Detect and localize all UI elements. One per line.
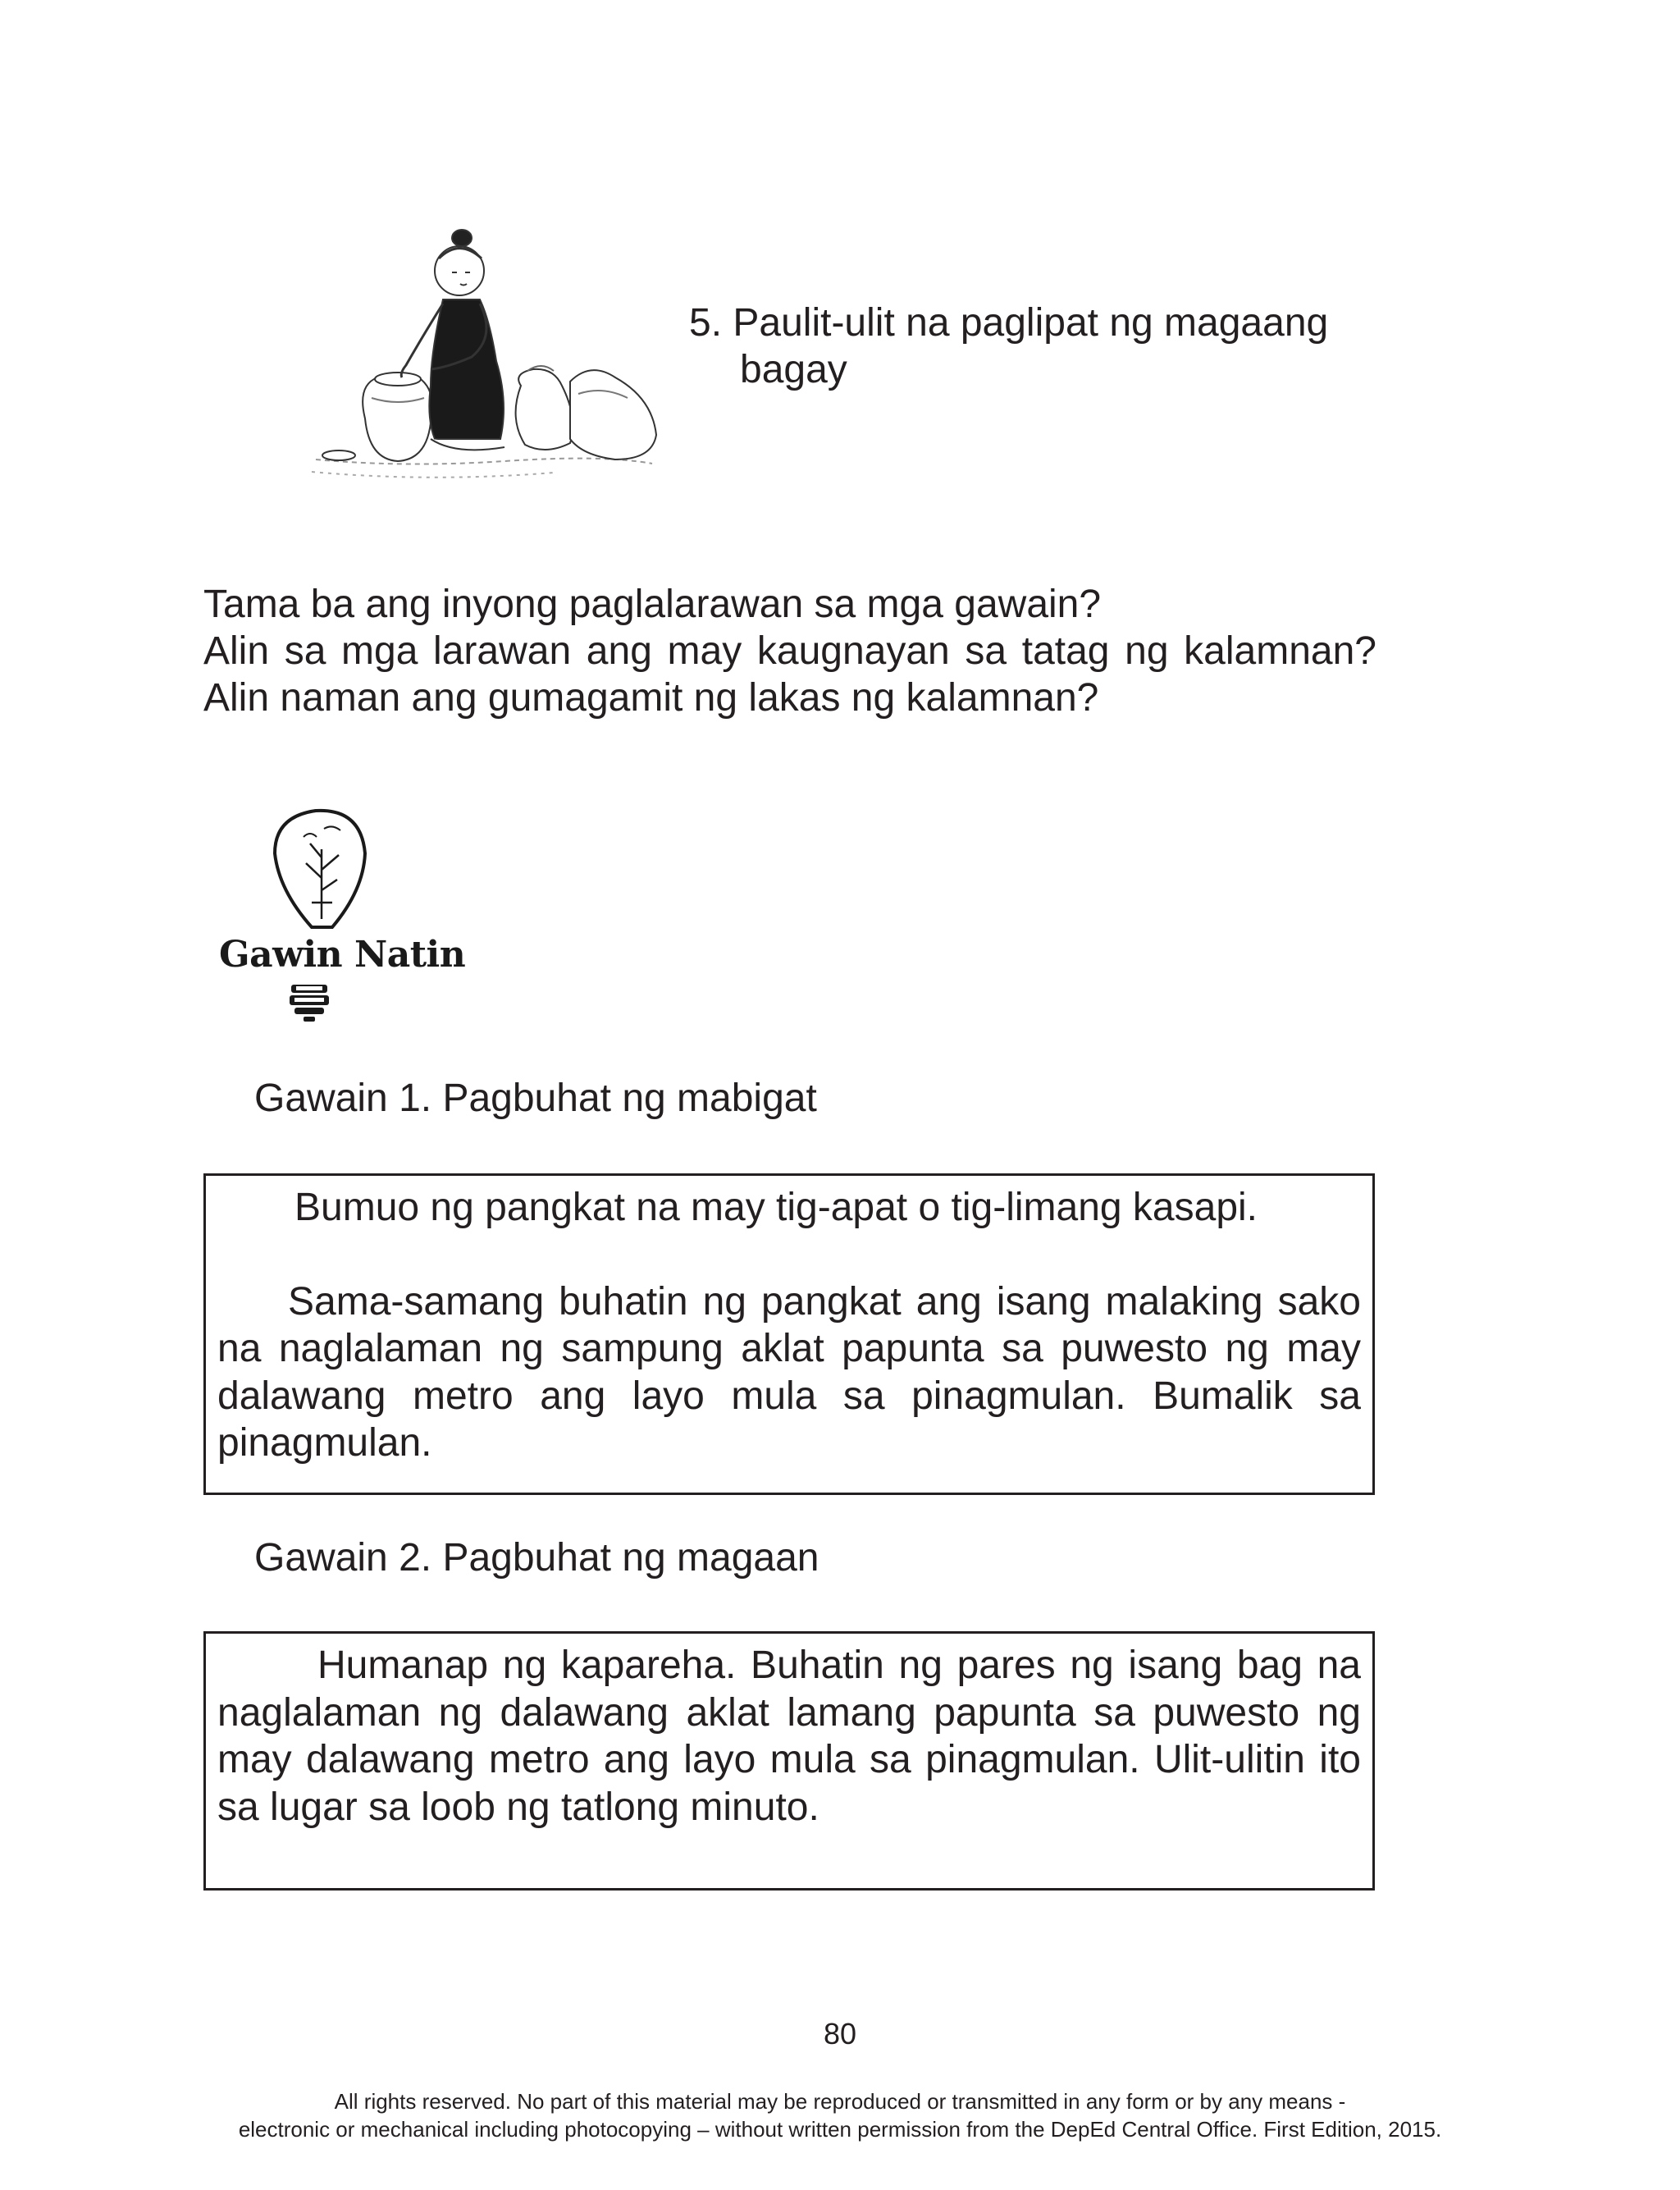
footer-line-1: All rights reserved. No part of this material may be reproduced or transmitted in any form or by any means - [334,2089,1346,2114]
gawain-2-paragraph-1: Humanap ng kapareha. Buhatin ng pares ng isang bag na naglalaman ng dalawang aklat lamang papunta sa puwesto ng may dalawang metro ang layo mula sa pinagmulan. Ulit-ulitin ito sa lugar sa loob ng tatlong minuto. [217,1644,1361,1829]
activity-item-5 [689,299,1427,393]
gawain-1-box [203,1173,1375,1495]
gawain-2-heading: Gawain 2. Pagbuhat ng magaan [254,1536,819,1580]
page-number: 80 [823,2017,857,2051]
question-3: Alin naman ang gumagamit ng lakas ng kalamnan? [203,676,1099,720]
question-2: Alin sa mga larawan ang may kaugnayan sa tatag ng kalamnan? [203,629,1376,673]
gawin-natin-label: Gawin Natin [219,934,466,976]
gawain-1-paragraph-2: Sama-samang buhatin ng pangkat ang isang malaking sako na naglalaman ng sampung aklat papunta sa puwesto ng may dalawang metro ang layo mula sa pinagmulan. Bumalik sa pinagmulan. [217,1279,1361,1465]
review-questions [203,581,1376,721]
gawain-1-heading: Gawain 1. Pagbuhat ng mabigat [254,1077,817,1120]
copyright-footer [0,2087,1680,2143]
item-5-text: 5. Paulit-ulit na paglipat ng magaang [689,301,1329,345]
item-5-continuation: bagay [740,348,847,391]
footer-line-2: electronic or mechanical including photocopying – without written permission from the DepEd Central Office. First Edition, 2015. [238,2117,1442,2142]
gawain-2-box [203,1631,1375,1891]
lightbulb-icon [209,788,488,1034]
question-1: Tama ba ang inyong paglalarawan sa mga gawain? [203,583,1102,626]
gawin-natin-logo [209,788,488,1034]
gawain-1-paragraph-1: Bumuo ng pangkat na may tig-apat o tig-limang kasapi. [294,1186,1258,1229]
woman-filling-jar-illustration [308,222,669,505]
